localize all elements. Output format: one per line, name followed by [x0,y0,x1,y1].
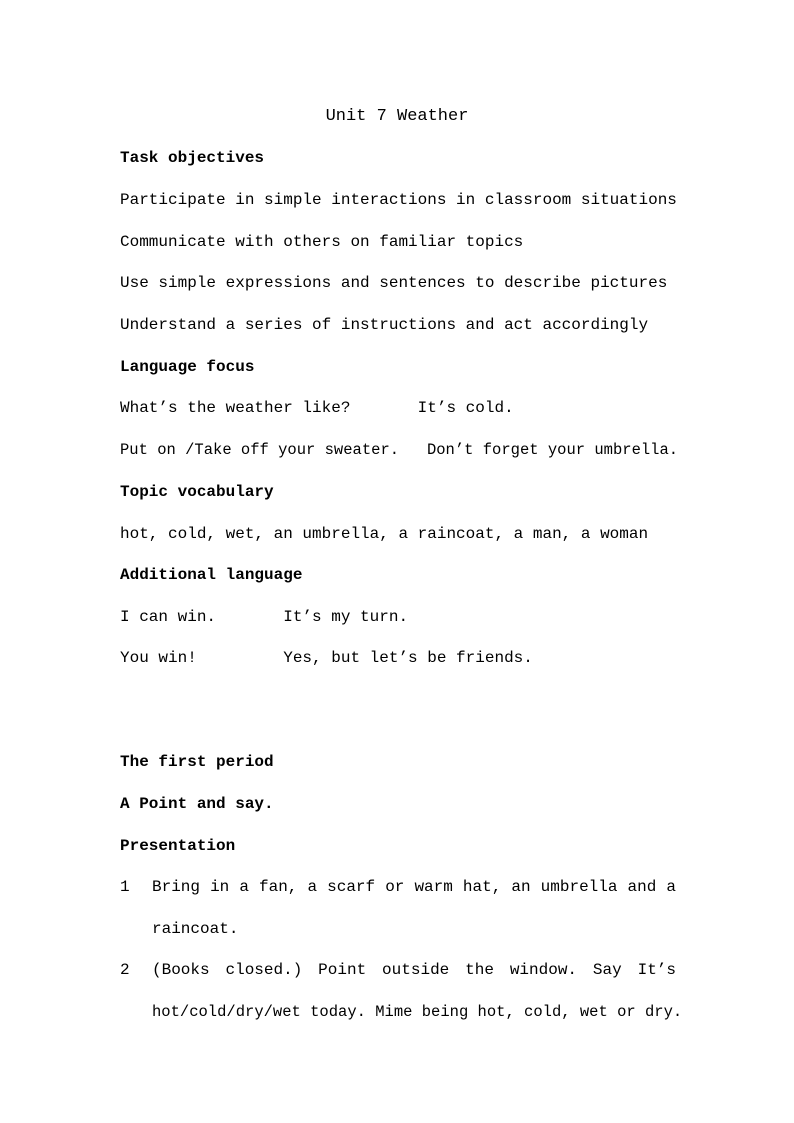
list-item-text: (Books closed.) Point outside the window. Say It’s [152,961,676,979]
topic-vocabulary-heading: Topic vocabulary [120,483,274,501]
task-objectives-heading: Task objectives [120,149,265,167]
first-period-heading: The first period [120,753,274,771]
document-title: Unit 7 Weather [325,107,469,126]
objective-item: Understand a series of instructions and act accordingly [120,316,649,334]
list-item-text: hot/cold/dry/wet today. Mime being hot, cold, wet or dry. [152,1003,683,1021]
language-focus-line: Put on /Take off your sweater. Don’t forget your umbrella. [120,441,679,459]
list-item-number: 1 [120,878,130,896]
objective-item: Use simple expressions and sentences to describe pictures [120,274,668,292]
list-item-text: raincoat. [152,920,239,938]
additional-language-line: I can win. It’s my turn. [120,608,409,626]
additional-language-line: You win! Yes, but let’s be friends. [120,649,533,667]
language-focus-heading: Language focus [120,358,255,376]
language-focus-line: What’s the weather like? It’s cold. [120,399,514,417]
additional-language-heading: Additional language [120,566,303,584]
topic-vocabulary-text: hot, cold, wet, an umbrella, a raincoat, a man, a woman [120,525,649,543]
list-item-text: Bring in a fan, a scarf or warm hat, an umbrella and a [152,878,676,896]
section-heading: A Point and say. [120,795,274,813]
objective-item: Participate in simple interactions in classroom situations [120,191,677,209]
objective-item: Communicate with others on familiar topics [120,233,524,251]
presentation-heading: Presentation [120,837,236,855]
list-item-number: 2 [120,961,130,979]
